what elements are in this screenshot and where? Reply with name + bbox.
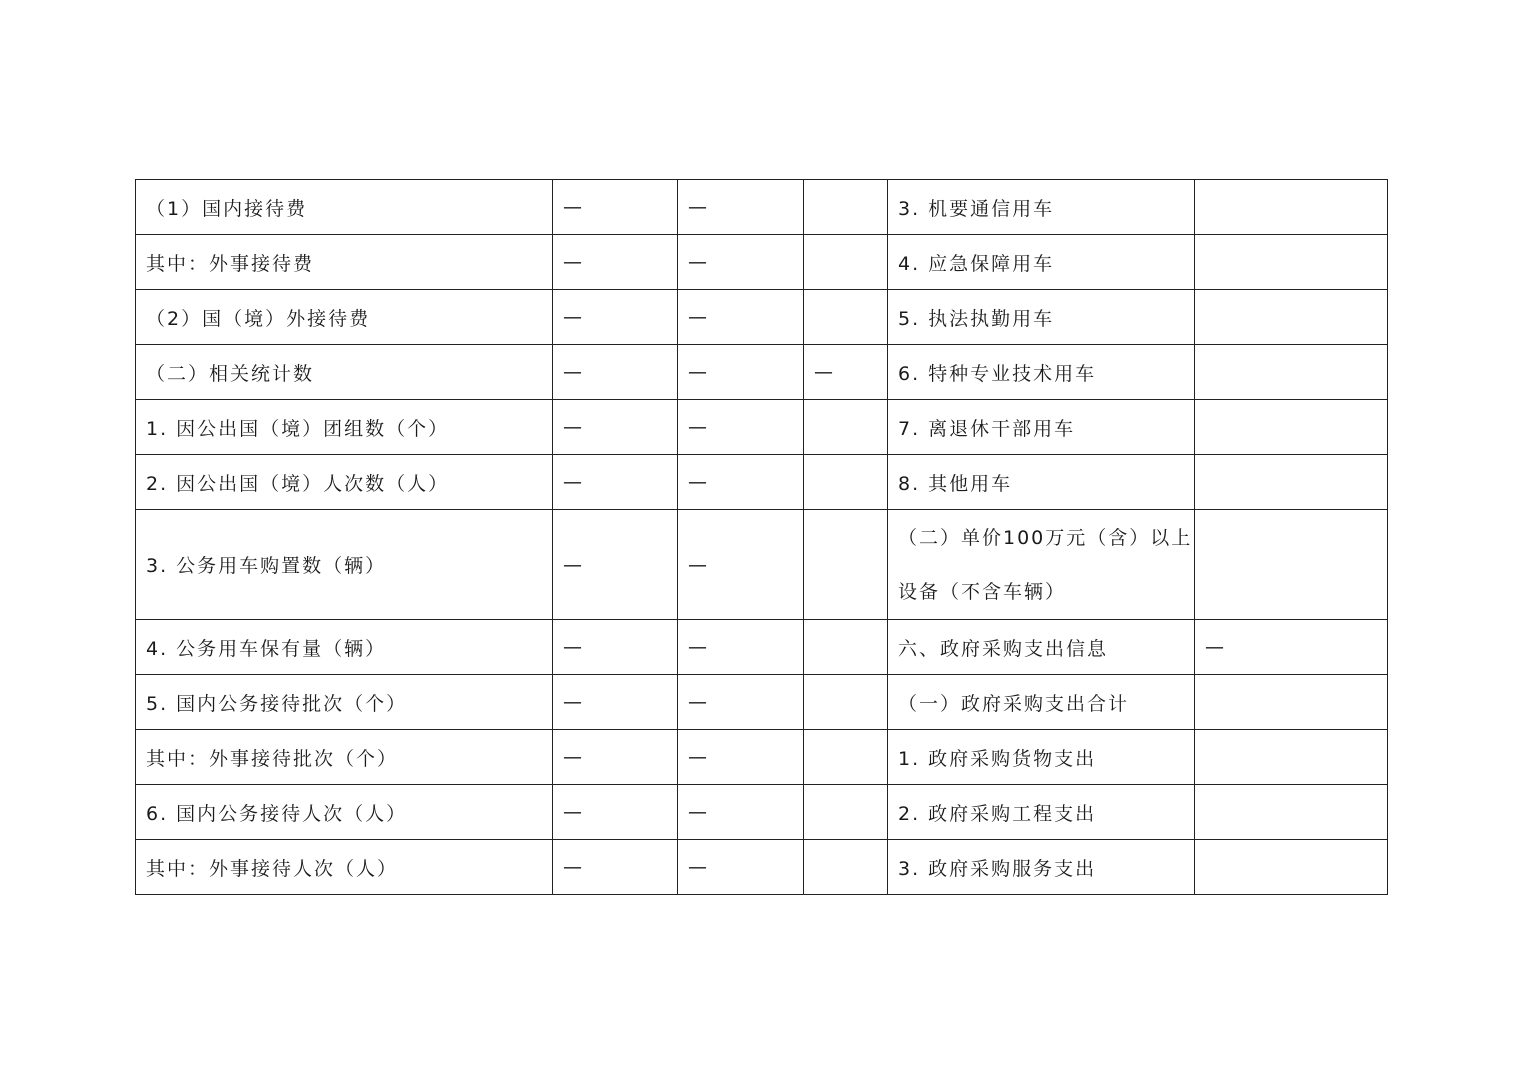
cell-value: — [678, 675, 804, 730]
table-row [136, 620, 1388, 675]
right-label: 2. 政府采购工程支出 [888, 785, 1195, 840]
cell-value [804, 235, 888, 290]
cell-value [804, 455, 888, 510]
cell-value: — [553, 180, 678, 235]
cell-value: — [553, 510, 678, 620]
cell-value [804, 840, 888, 895]
row-label: 其中：外事接待批次（个） [136, 730, 553, 785]
right-label-line-2: 设备（不含车辆） [898, 580, 1067, 603]
cell-value: — [553, 345, 678, 400]
cell-value: — [678, 785, 804, 840]
cell-value [804, 400, 888, 455]
right-label: 3. 机要通信用车 [888, 180, 1195, 235]
row-label: 其中：外事接待费 [136, 235, 553, 290]
cell-value: — [678, 345, 804, 400]
table-row [136, 345, 1388, 400]
row-label: 2. 因公出国（境）人次数（人） [136, 455, 553, 510]
table-row [136, 400, 1388, 455]
cell-value: — [553, 785, 678, 840]
table-row [136, 675, 1388, 730]
right-label: 6. 特种专业技术用车 [888, 345, 1195, 400]
row-label: 5. 国内公务接待批次（个） [136, 675, 553, 730]
table-row [136, 180, 1388, 235]
right-value [1195, 235, 1388, 290]
cell-value: — [678, 840, 804, 895]
cell-value: — [553, 290, 678, 345]
table-row [136, 730, 1388, 785]
right-label: 3. 政府采购服务支出 [888, 840, 1195, 895]
right-value: — [1195, 620, 1388, 675]
cell-value [804, 675, 888, 730]
cell-value: — [553, 400, 678, 455]
row-label: （1）国内接待费 [136, 180, 553, 235]
cell-value: — [804, 345, 888, 400]
cell-value: — [678, 510, 804, 620]
right-value [1195, 400, 1388, 455]
table-row [136, 510, 1388, 620]
table-row [136, 785, 1388, 840]
row-label: 6. 国内公务接待人次（人） [136, 785, 553, 840]
cell-value: — [553, 675, 678, 730]
cell-value [804, 620, 888, 675]
row-label: 3. 公务用车购置数（辆） [136, 510, 553, 620]
cell-value: — [678, 620, 804, 675]
right-value [1195, 290, 1388, 345]
cell-value: — [553, 620, 678, 675]
cell-value: — [553, 455, 678, 510]
row-label: （二）相关统计数 [136, 345, 553, 400]
right-value [1195, 455, 1388, 510]
cell-value [804, 510, 888, 620]
table-row [136, 235, 1388, 290]
row-label: 其中：外事接待人次（人） [136, 840, 553, 895]
right-label: 4. 应急保障用车 [888, 235, 1195, 290]
right-label-line-1: （二）单价100万元（含）以上 [898, 526, 1193, 549]
row-label: 4. 公务用车保有量（辆） [136, 620, 553, 675]
right-label: （一）政府采购支出合计 [888, 675, 1195, 730]
cell-value: — [553, 840, 678, 895]
cell-value: — [678, 180, 804, 235]
row-label: 1. 因公出国（境）团组数（个） [136, 400, 553, 455]
right-label: 7. 离退休干部用车 [888, 400, 1195, 455]
statistics-table [135, 179, 1388, 895]
right-label: 1. 政府采购货物支出 [888, 730, 1195, 785]
cell-value: — [678, 400, 804, 455]
cell-value: — [678, 290, 804, 345]
right-value [1195, 730, 1388, 785]
cell-value: — [553, 235, 678, 290]
cell-value: — [678, 455, 804, 510]
right-value [1195, 345, 1388, 400]
cell-value: — [553, 730, 678, 785]
cell-value: — [678, 235, 804, 290]
right-label: 8. 其他用车 [888, 455, 1195, 510]
right-value [1195, 180, 1388, 235]
right-value [1195, 785, 1388, 840]
cell-value [804, 180, 888, 235]
cell-value [804, 290, 888, 345]
right-label: 六、政府采购支出信息 [888, 620, 1195, 675]
cell-value [804, 730, 888, 785]
table-row [136, 840, 1388, 895]
right-value [1195, 510, 1388, 620]
table-row [136, 455, 1388, 510]
cell-value [804, 785, 888, 840]
right-value [1195, 840, 1388, 895]
table-row [136, 290, 1388, 345]
right-label: 5. 执法执勤用车 [888, 290, 1195, 345]
right-label [888, 510, 1195, 620]
cell-value: — [678, 730, 804, 785]
right-value [1195, 675, 1388, 730]
row-label: （2）国（境）外接待费 [136, 290, 553, 345]
